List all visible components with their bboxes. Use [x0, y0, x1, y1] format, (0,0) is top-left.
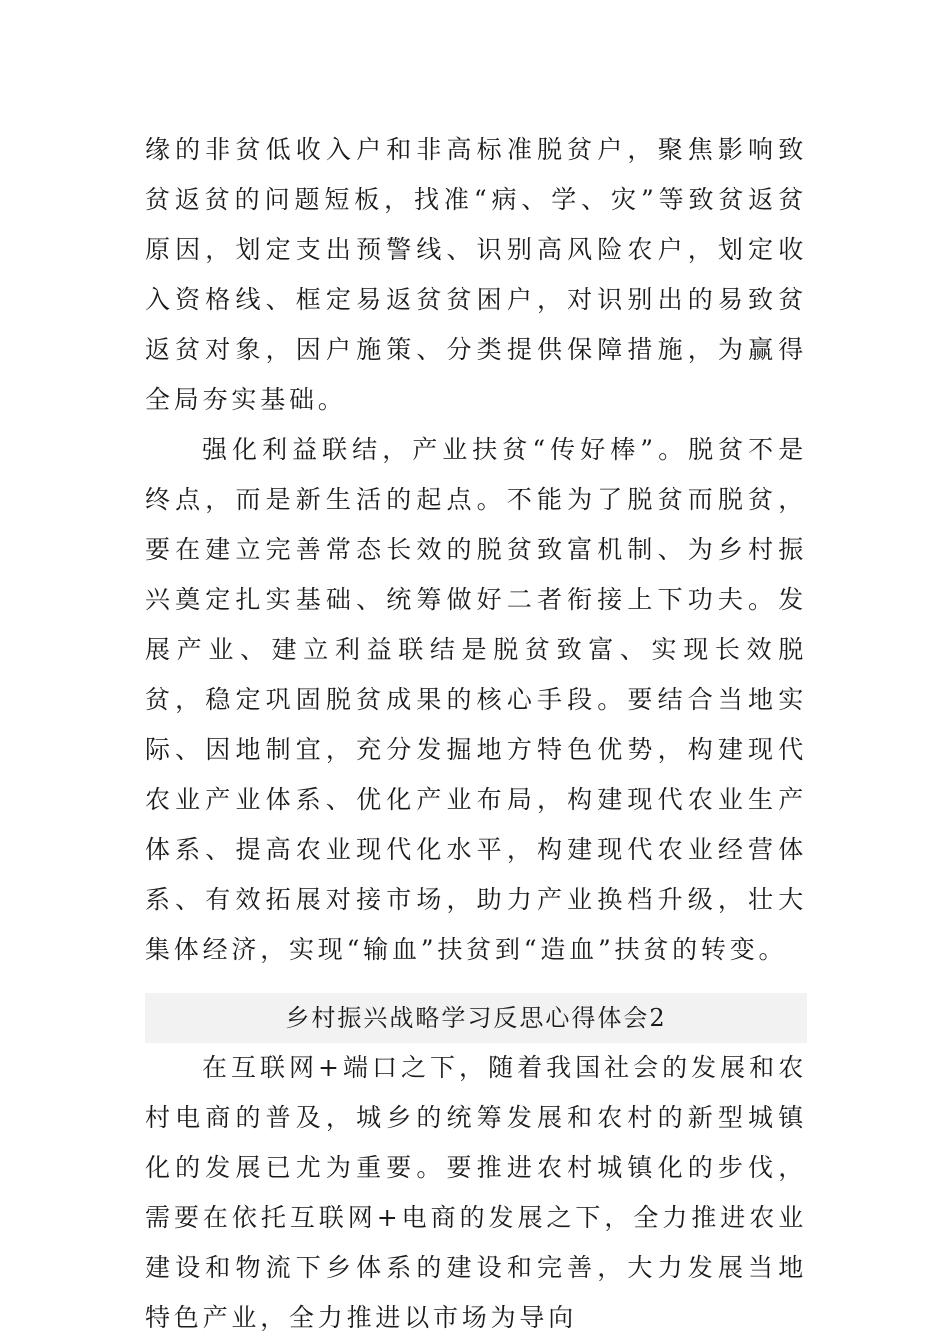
- paragraph-continued: 缘的非贫低收入户和非高标准脱贫户，聚焦影响致贫返贫的问题短板，找准“病、学、灾”等致贫返贫原因，划定支出预警线、识别高风险农户，划定收入资格线、框定易返贫贫困户，对识别出的易致贫返贫对象，因户施策、分类提供保障措施，为赢得全局夯实基础。: [145, 135, 807, 414]
- document-page: [145, 125, 807, 1343]
- paragraph-industry-poverty: 强化利益联结，产业扶贫“传好棒”。脱贫不是终点，而是新生活的起点。不能为了脱贫而脱贫，要在建立完善常态长效的脱贫致富机制、为乡村振兴奠定扎实基础、统筹做好二者衔接上下功夫。发展产业、建立利益联结是脱贫致富、实现长效脱贫，稳定巩固脱贫成果的核心手段。要结合当地实际、因地制宜，充分发掘地方特色优势，构建现代农业产业体系、优化产业布局，构建现代农业生产体系、提高农业现代化水平，构建现代农业经营体系、有效拓展对接市场，助力产业换档升级，壮大集体经济，实现“输血”扶贫到“造血”扶贫的转变。: [145, 435, 807, 964]
- section-title: 乡村振兴战略学习反思心得体会2: [145, 993, 807, 1043]
- paragraph-internet-ecommerce: 在互联网+端口之下，随着我国社会的发展和农村电商的普及，城乡的统筹发展和农村的新型城镇化的发展已尤为重要。要推进农村城镇化的步伐，需要在依托互联网+电商的发展之下，全力推进农业建设和物流下乡体系的建设和完善，大力发展当地特色产业，全力推进以市场为导向: [145, 1053, 807, 1332]
